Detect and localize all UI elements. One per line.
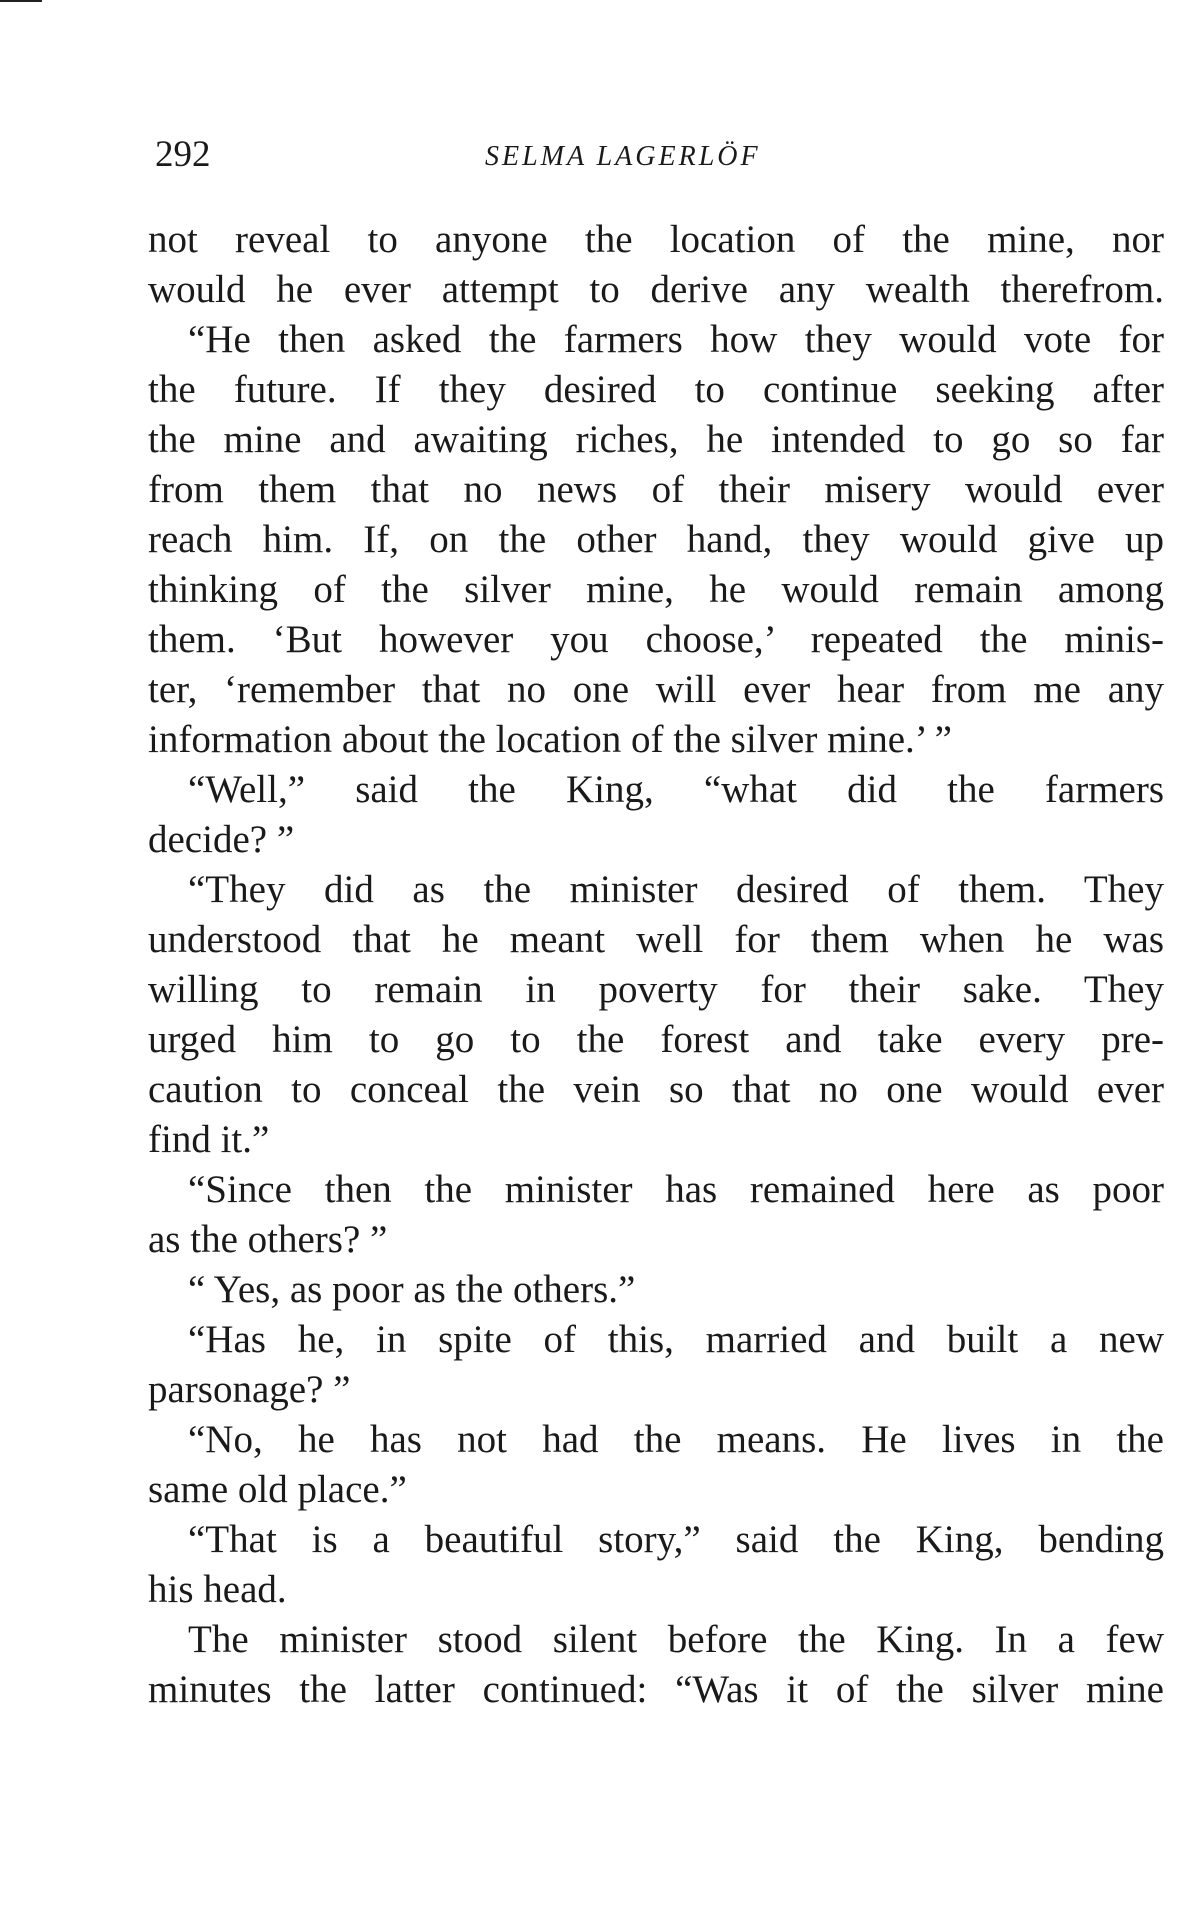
text-line: ter, ‘remember that no one will ever hear from me any bbox=[148, 668, 1164, 711]
text-line: willing to remain in poverty for their sake. They bbox=[148, 968, 1164, 1011]
text-line: his head. bbox=[148, 1568, 287, 1611]
text-line: as the others? ” bbox=[148, 1218, 388, 1261]
text-line: “No, he has not had the means. He lives in the bbox=[188, 1418, 1164, 1461]
text-line: parsonage? ” bbox=[148, 1368, 351, 1411]
scan-corner-mark bbox=[0, 0, 42, 2]
text-line: the future. If they desired to continue seeking after bbox=[148, 368, 1164, 411]
page-header bbox=[155, 130, 1165, 180]
text-line: “He then asked the farmers how they would vote for bbox=[188, 318, 1164, 361]
text-line: from them that no news of their misery would ever bbox=[148, 468, 1164, 511]
text-line: “That is a beautiful story,” said the King, bending bbox=[188, 1518, 1164, 1561]
text-line: thinking of the silver mine, he would remain among bbox=[148, 568, 1164, 611]
text-line: find it.” bbox=[148, 1118, 270, 1161]
text-line: same old place.” bbox=[148, 1468, 407, 1511]
running-head: SELMA LAGERLÖF bbox=[485, 141, 761, 172]
text-line: “Since then the minister has remained here as poor bbox=[188, 1168, 1164, 1211]
text-line: would he ever attempt to derive any wealth therefrom. bbox=[148, 268, 1164, 311]
text-line: “They did as the minister desired of them. They bbox=[188, 868, 1164, 911]
page-number: 292 bbox=[155, 134, 211, 175]
text-line: not reveal to anyone the location of the mine, nor bbox=[148, 218, 1164, 261]
body-text bbox=[148, 215, 1164, 1715]
text-line: reach him. If, on the other hand, they would give up bbox=[148, 518, 1164, 561]
text-line: understood that he meant well for them when he was bbox=[148, 918, 1164, 961]
text-line: caution to conceal the vein so that no one would ever bbox=[148, 1068, 1164, 1111]
text-line: minutes the latter continued: “Was it of the silver mine bbox=[148, 1668, 1164, 1711]
text-line: urged him to go to the forest and take every pre- bbox=[148, 1018, 1164, 1061]
text-line: “Has he, in spite of this, married and built a new bbox=[188, 1318, 1164, 1361]
text-line: “Well,” said the King, “what did the farmers bbox=[188, 768, 1164, 811]
text-line: the mine and awaiting riches, he intended to go so far bbox=[148, 418, 1164, 461]
text-line: information about the location of the silver mine.’ ” bbox=[148, 718, 952, 761]
text-line: them. ‘But however you choose,’ repeated the minis- bbox=[148, 618, 1164, 661]
text-line: The minister stood silent before the King. In a few bbox=[188, 1618, 1164, 1661]
text-line: “ Yes, as poor as the others.” bbox=[188, 1268, 636, 1311]
text-line: decide? ” bbox=[148, 818, 295, 861]
